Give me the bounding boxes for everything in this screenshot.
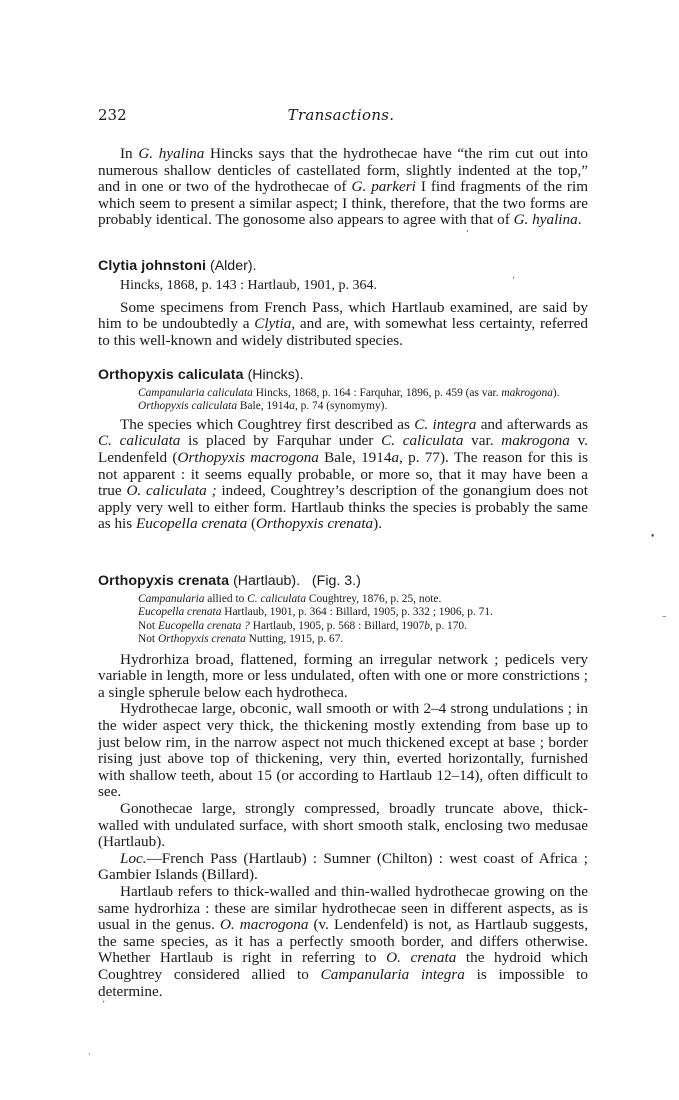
species-heading: Orthopyxis caliculata (Hincks). <box>98 367 304 383</box>
species-paragraph: Some specimens from French Pass, which Hartlaub examined, are said by him to be undoubtedly a Clytia, and are, with somewhat less certainty, referred to this well-known and widely distributed species. <box>98 298 588 349</box>
discussion-paragraph: Hartlaub refers to thick-walled and thin-walled hydrothecae growing on the same hydrorhiza : these are similar hydrothecae seen in different aspects, as is usual in the genus. O. macrogona (v. Lendenfeld) is not, as Hartlaub suggests, the same species, as it has a perfectly smooth border, and differs otherwise. Whether Hartlaub is right in referring to O. crenata the hydroid which Coughtrey considered allied to Campanularia integra is impossible to determine. <box>98 882 589 1000</box>
scan-speck: – <box>662 612 667 622</box>
species-heading: Clytia johnstoni (Alder). <box>98 258 257 274</box>
species-paragraph: The species which Coughtrey first described as C. integra and afterwards as C. caliculata is placed by Farquhar under C. caliculata var. makrogona v. Lendenfeld (Orthopyxis macrogona Bale, 1914a, p. 77). The reason for this is not apparent : it seems equally probable, or more so, that it may have been a true O. caliculata ; indeed, Coughtrey’s description of the gonangium does not apply very well to either form. Hartlaub thinks the species is probably the same as his Eucopella crenata (Orthopyxis crenata). <box>98 415 588 533</box>
species-heading: Orthopyxis crenata (Hartlaub). (Fig. 3.) <box>98 573 361 589</box>
page-number: 232 <box>98 106 127 124</box>
scan-speck: ‘ <box>102 1000 105 1010</box>
scan-speck: · <box>88 1050 91 1060</box>
running-header <box>98 106 584 128</box>
scan-speck: • <box>650 532 656 542</box>
crenata-section <box>98 573 588 1000</box>
intro-section <box>98 146 588 229</box>
synonymy-reference: Campanularia caliculata Hincks, 1868, p. 164 : Farquhar, 1896, p. 459 (as var. makrogona). <box>138 387 560 399</box>
intro-paragraph: In G. hyalina Hincks says that the hydrothecae have “the rim cut out into numerous shallow denticles of castellated form, slightly indented at the top,” and in one or two of the hydrothecae of G. parkeri I find fragments of the rim which seem to present a similar aspect; I think, therefore, that the two forms are probably identical. The gonosome also appears to agree with that of G. hyalina. <box>98 145 589 229</box>
synonymy-reference: Not Orthopyxis crenata Nutting, 1915, p. 67. <box>138 633 344 646</box>
locality-paragraph: Loc.—French Pass (Hartlaub) : Sumner (Chilton) : west coast of Africa ; Gambier Islands (Billard). <box>98 849 588 884</box>
synonymy-reference: Eucopella crenata Hartlaub, 1901, p. 364 : Billard, 1905, p. 332 ; 1906, p. 71. <box>138 606 493 619</box>
gonothecae-paragraph: Gonothecae large, strongly compressed, broadly truncate above, thick-walled with undulated surface, with short smooth stalk, enclosing two medusae (Hartlaub). <box>98 799 588 851</box>
scan-speck: ‘ <box>512 276 515 286</box>
clytia-section <box>98 258 588 349</box>
synonymy-reference: Campanularia allied to C. caliculata Coughtrey, 1876, p. 25, note. <box>138 593 442 605</box>
running-title: Transactions. <box>287 106 395 124</box>
caliculata-section <box>98 367 588 533</box>
synonymy-reference: Not Eucopella crenata ? Hartlaub, 1905, p. 568 : Billard, 1907b, p. 170. <box>138 619 467 632</box>
figure-reference: (Fig. 3.) <box>311 573 361 589</box>
hydrothecae-paragraph: Hydrothecae large, obconic, wall smooth or with 2–4 strong undulations ; in the wider aspect very thick, the thickening mostly extending from base up to just below rim, in the narrow aspect not much thickened except at base ; border rising just above top of thickening, very thin, everted horizontally, furnished with shallow teeth, about 15 (or according to Hartlaub 12–14), often difficult to see. <box>98 700 588 801</box>
species-reference: Hincks, 1868, p. 143 : Hartlaub, 1901, p. 364. <box>120 278 378 293</box>
scan-speck: ’ <box>466 230 469 240</box>
synonymy-reference: Orthopyxis caliculata Bale, 1914a, p. 74 (synomymy). <box>138 400 388 413</box>
hydrorhiza-paragraph: Hydrorhiza broad, flattened, forming an irregular network ; pedicels very variable in length, more or less undulated, often with one or more constrictions ; a single spherule below each hydrotheca. <box>98 650 588 701</box>
